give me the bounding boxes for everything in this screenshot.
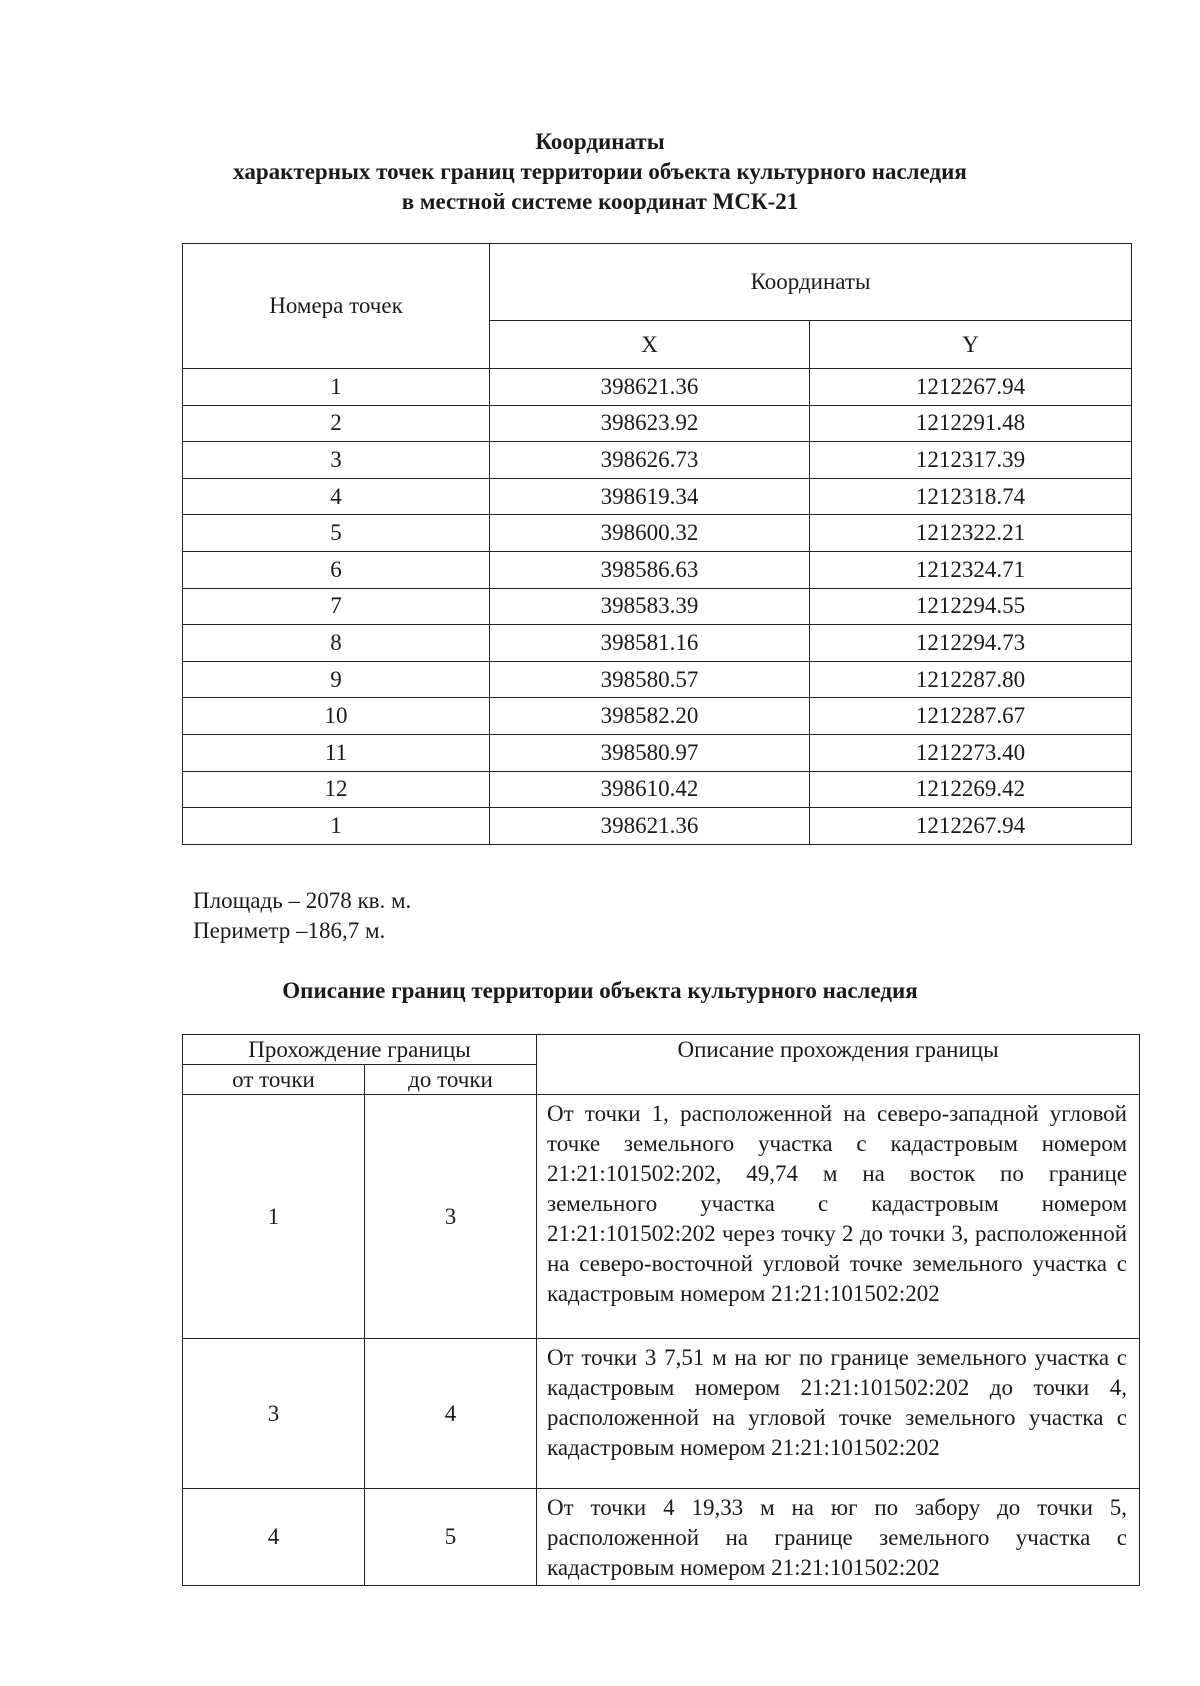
table-row bbox=[183, 1095, 1140, 1339]
point-number: 1 bbox=[183, 808, 490, 845]
y-value: 1212322.21 bbox=[810, 515, 1132, 552]
y-value: 1212267.94 bbox=[810, 369, 1132, 406]
point-number: 4 bbox=[183, 478, 490, 515]
table-row bbox=[183, 625, 1132, 662]
table-row bbox=[183, 661, 1132, 698]
y-value: 1212273.40 bbox=[810, 734, 1132, 771]
table-row bbox=[183, 734, 1132, 771]
table-row bbox=[183, 551, 1132, 588]
table-row bbox=[183, 808, 1132, 845]
header-y: Y bbox=[810, 321, 1132, 369]
table-row bbox=[183, 588, 1132, 625]
header-x: X bbox=[490, 321, 810, 369]
y-value: 1212324.71 bbox=[810, 551, 1132, 588]
table-row bbox=[183, 1339, 1140, 1489]
point-number: 9 bbox=[183, 661, 490, 698]
boundary-description: От точки 4 19,33 м на юг по забору до точки 5, расположенной на границе земельного участка с кадастровым номером 21:21:101502:202 bbox=[537, 1489, 1140, 1586]
point-number: 2 bbox=[183, 405, 490, 442]
point-number: 1 bbox=[183, 369, 490, 406]
to-point: 3 bbox=[365, 1095, 537, 1339]
x-value: 398600.32 bbox=[490, 515, 810, 552]
table-row bbox=[183, 405, 1132, 442]
boundary-description: От точки 3 7,51 м на юг по границе земельного участка с кадастровым номером 21:21:101502:202 до точки 4, расположенной на угловой точке земельного участка с кадастровым номером 21:21:101502:202 bbox=[537, 1339, 1140, 1489]
from-point: 4 bbox=[183, 1489, 365, 1586]
point-number: 7 bbox=[183, 588, 490, 625]
header-point-numbers: Номера точек bbox=[183, 244, 490, 369]
perimeter-text: Периметр –186,7 м. bbox=[193, 918, 386, 943]
area-text: Площадь – 2078 кв. м. bbox=[193, 888, 412, 913]
title-line-1: Координаты bbox=[535, 129, 665, 154]
header-description: Описание прохождения границы bbox=[537, 1035, 1140, 1095]
from-point: 3 bbox=[183, 1339, 365, 1489]
x-value: 398586.63 bbox=[490, 551, 810, 588]
y-value: 1212294.73 bbox=[810, 625, 1132, 662]
description-title: Описание границ территории объекта культурного наследия bbox=[282, 978, 918, 1003]
y-value: 1212287.80 bbox=[810, 661, 1132, 698]
boundary-description-table bbox=[182, 1034, 1140, 1586]
table-row bbox=[183, 478, 1132, 515]
from-point: 1 bbox=[183, 1095, 365, 1339]
y-value: 1212294.55 bbox=[810, 588, 1132, 625]
boundary-description: От точки 1, расположенной на северо-западной угловой точке земельного участка с кадастровым номером 21:21:101502:202, 49,74 м на восток по границе земельного участка с кадастровым номером 21:21:101502:202 через точку 2 до точки 3, расположенной на северо-восточной угловой точке земельного участка с кадастровым номером 21:21:101502:202 bbox=[537, 1095, 1140, 1339]
x-value: 398581.16 bbox=[490, 625, 810, 662]
point-number: 10 bbox=[183, 698, 490, 735]
x-value: 398580.97 bbox=[490, 734, 810, 771]
title-line-2: характерных точек границ территории объекта культурного наследия bbox=[233, 159, 967, 184]
point-number: 3 bbox=[183, 442, 490, 479]
header-from-point: от точки bbox=[183, 1065, 365, 1095]
point-number: 12 bbox=[183, 771, 490, 808]
to-point: 4 bbox=[365, 1339, 537, 1489]
table-row bbox=[183, 1489, 1140, 1586]
y-value: 1212267.94 bbox=[810, 808, 1132, 845]
table-row bbox=[183, 771, 1132, 808]
y-value: 1212317.39 bbox=[810, 442, 1132, 479]
x-value: 398623.92 bbox=[490, 405, 810, 442]
point-number: 8 bbox=[183, 625, 490, 662]
y-value: 1212291.48 bbox=[810, 405, 1132, 442]
x-value: 398626.73 bbox=[490, 442, 810, 479]
to-point: 5 bbox=[365, 1489, 537, 1586]
x-value: 398583.39 bbox=[490, 588, 810, 625]
x-value: 398610.42 bbox=[490, 771, 810, 808]
x-value: 398621.36 bbox=[490, 808, 810, 845]
table-row bbox=[183, 442, 1132, 479]
x-value: 398619.34 bbox=[490, 478, 810, 515]
table-row bbox=[183, 515, 1132, 552]
header-to-point: до точки bbox=[365, 1065, 537, 1095]
coordinates-table bbox=[182, 243, 1132, 845]
point-number: 6 bbox=[183, 551, 490, 588]
y-value: 1212287.67 bbox=[810, 698, 1132, 735]
point-number: 5 bbox=[183, 515, 490, 552]
point-number: 11 bbox=[183, 734, 490, 771]
x-value: 398580.57 bbox=[490, 661, 810, 698]
table-row bbox=[183, 369, 1132, 406]
coordinates-title bbox=[0, 127, 1200, 217]
title-line-3: в местной системе координат МСК-21 bbox=[401, 189, 799, 214]
header-coordinates: Координаты bbox=[490, 244, 1132, 321]
x-value: 398621.36 bbox=[490, 369, 810, 406]
table-row bbox=[183, 698, 1132, 735]
y-value: 1212269.42 bbox=[810, 771, 1132, 808]
x-value: 398582.20 bbox=[490, 698, 810, 735]
y-value: 1212318.74 bbox=[810, 478, 1132, 515]
header-passage: Прохождение границы bbox=[183, 1035, 537, 1065]
